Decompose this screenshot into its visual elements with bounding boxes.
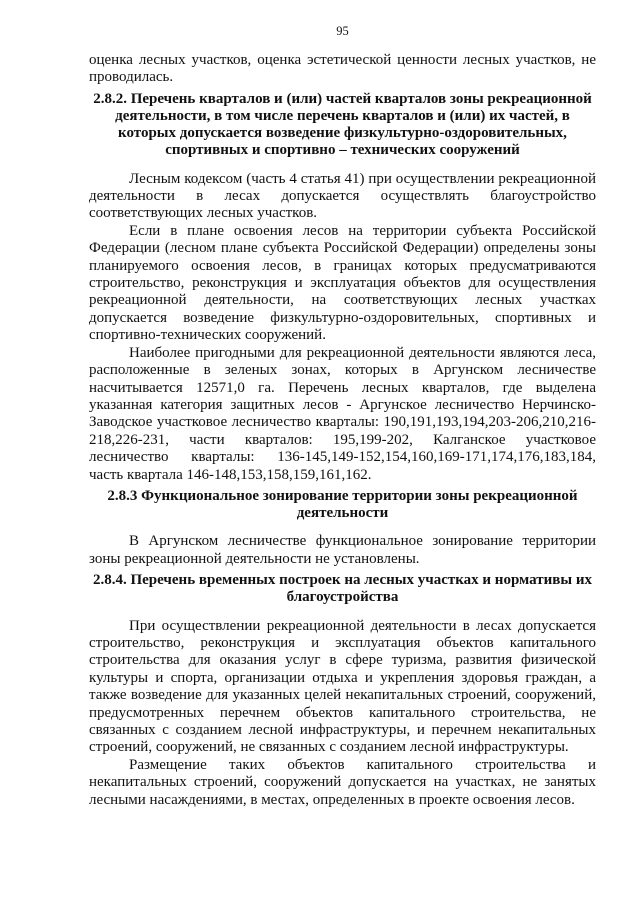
paragraph: Если в плане освоения лесов на территории субъекта Российской Федерации (лесном плане субъекта Российской Федерации) определены зоны планируемого освоения лесов, в границах которых предусматриваются строительство, реконструкция и эксплуатация объектов для осуществления рекреационной деятельности, на соответствующих лесных участках допускается возведение физкультурно-оздоровительных, спортивных и спортивно-технических сооружений. <box>89 222 596 344</box>
document-page <box>89 22 596 809</box>
section-heading-2-8-3: 2.8.3 Функциональное зонирование территории зоны рекреационной деятельности <box>107 487 578 522</box>
paragraph: Размещение таких объектов капитального строительства и некапитальных строений, сооружений допускается на участках, не занятых лесными насаждениями, в местах, определенных в проекте освоения лесов. <box>89 756 596 808</box>
paragraph: При осуществлении рекреационной деятельности в лесах допускается строительство, реконструкция и эксплуатация объектов капитального строительства для оказания услуг в сфере туризма, развития физической культуры и спорта, организации отдыха и укрепления здоровья граждан, а также возведение для указанных целей некапитальных строений, сооружений, предусмотренных перечнем объектов капитального строительства, не связанных с созданием лесной инфраструктуры, и перечнем некапитальных строений, сооружений, не связанных с созданием лесной инфраструктуры. <box>89 617 596 756</box>
paragraph: В Аргунском лесничестве функциональное зонирование территории зоны рекреационной деятельности не установлены. <box>89 533 596 567</box>
paragraph: Лесным кодексом (часть 4 статья 41) при осуществлении рекреационной деятельности в лесах допускается осуществлять благоустройство соответствующих лесных участков. <box>89 170 596 222</box>
paragraph: Наиболее пригодными для рекреационной деятельности являются леса, расположенные в зеленых зонах, которых в Аргунском лесничестве насчитывается 12571,0 га. Перечень лесных кварталов, где выделена указанная категория защитных лесов - Аргунское лесничество Нерчинско-Заводское участковое лесничество кварталы: 190,191,193,194,203-206,210,216-218,226-231, части кварталов: 195,199-202, Калганское участковое лесничество кварталы: 136-145,149-152,154,160,169-171,174,176,183,184, часть квартала 146-148,153,158,159,161,162. <box>89 344 596 483</box>
page-number: 95 <box>336 24 349 38</box>
section-heading-2-8-2: 2.8.2. Перечень кварталов и (или) частей кварталов зоны рекреационной деятельности, в том числе перечень кварталов и (или) их частей, в которых допускается возведение физкультурно-оздоровительных, спортивных и спортивно – технических сооружений <box>93 90 592 159</box>
section-heading-2-8-4: 2.8.4. Перечень временных построек на лесных участках и нормативы их благоустройства <box>92 572 592 606</box>
intro-paragraph: оценка лесных участков, оценка эстетической ценности лесных участков, не проводилась. <box>89 52 596 86</box>
